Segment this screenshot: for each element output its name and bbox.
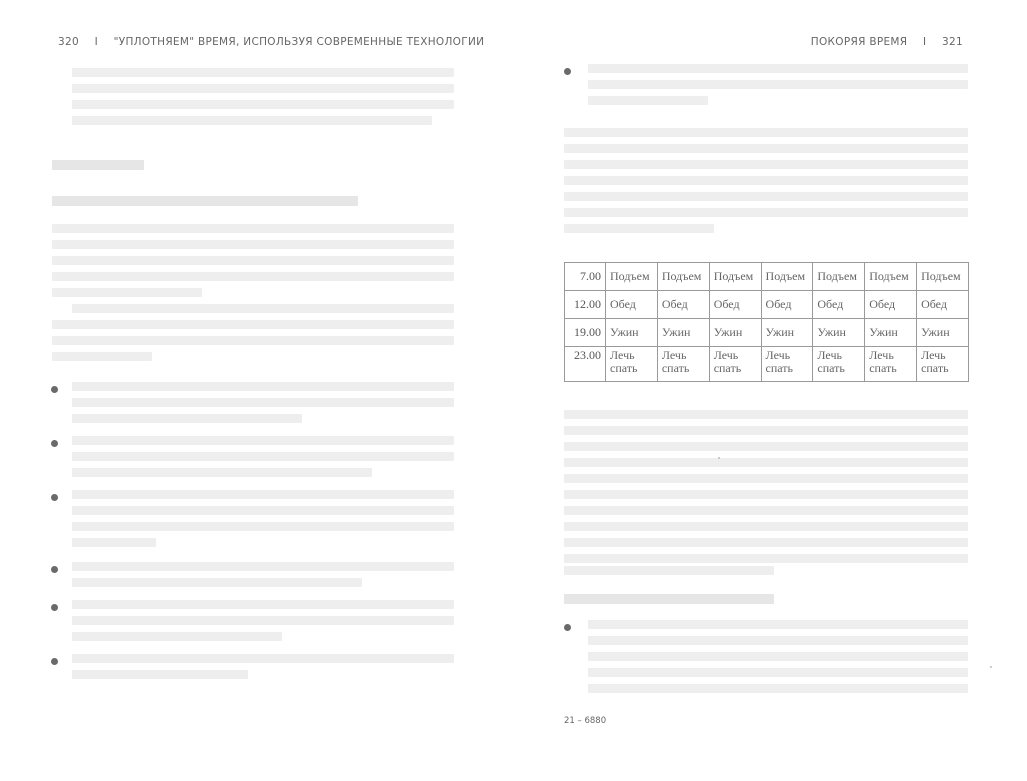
activity-cell: Ужин	[709, 319, 761, 347]
schedule-row	[565, 263, 969, 291]
time-cell: 7.00	[565, 263, 606, 291]
left-running-title: "УПЛОТНЯЕМ" ВРЕМЯ, ИСПОЛЬЗУЯ СОВРЕМЕННЫЕ ТЕХНОЛОГИИ	[113, 36, 485, 48]
right-running-head	[811, 36, 963, 48]
text-line	[52, 336, 454, 345]
text-line	[72, 522, 454, 531]
text-line	[564, 522, 968, 531]
text-line	[72, 506, 454, 515]
activity-cell: Обед	[813, 291, 865, 319]
right-head-separator: I	[923, 36, 927, 48]
activity-cell: Обед	[761, 291, 813, 319]
text-line	[72, 304, 454, 313]
activity-cell: Лечь спать	[606, 347, 658, 382]
text-line	[72, 436, 454, 445]
text-line	[588, 620, 968, 629]
time-cell: 23.00	[565, 347, 606, 382]
subheading-line	[564, 594, 774, 604]
text-line	[588, 636, 968, 645]
text-line	[588, 64, 968, 73]
schedule-row	[565, 347, 969, 382]
activity-cell: Подъем	[657, 263, 709, 291]
text-line	[564, 458, 968, 467]
text-line	[72, 670, 248, 679]
text-line	[564, 208, 968, 217]
left-running-head	[58, 36, 484, 48]
text-line	[72, 490, 454, 499]
right-running-title: ПОКОРЯЯ ВРЕМЯ	[810, 36, 908, 48]
activity-cell: Лечь спать	[709, 347, 761, 382]
schedule-table	[564, 262, 969, 382]
signature-mark: 21 – 6880	[564, 716, 607, 726]
text-line	[52, 240, 454, 249]
time-cell: 19.00	[565, 319, 606, 347]
text-line	[72, 116, 432, 125]
text-line	[564, 506, 968, 515]
text-line	[52, 224, 454, 233]
text-line	[72, 414, 302, 423]
text-line	[564, 144, 968, 153]
bullet-icon	[51, 440, 58, 447]
paper-speck	[990, 666, 992, 668]
text-line	[588, 80, 968, 89]
text-line	[72, 578, 362, 587]
text-line	[588, 652, 968, 661]
activity-cell: Обед	[606, 291, 658, 319]
left-page-number: 320	[58, 36, 79, 48]
text-line	[564, 160, 968, 169]
text-line	[564, 474, 968, 483]
text-line	[588, 668, 968, 677]
text-line	[564, 192, 968, 201]
activity-cell: Подъем	[917, 263, 969, 291]
activity-cell: Обед	[657, 291, 709, 319]
activity-cell: Подъем	[865, 263, 917, 291]
text-line	[588, 96, 708, 105]
text-line	[72, 562, 454, 571]
text-line	[72, 616, 454, 625]
activity-cell: Ужин	[761, 319, 813, 347]
text-line	[564, 490, 968, 499]
section-heading-line	[52, 160, 144, 170]
text-line	[564, 410, 968, 419]
subheading-line	[52, 196, 358, 206]
text-line	[72, 632, 282, 641]
text-line	[564, 176, 968, 185]
activity-cell: Подъем	[761, 263, 813, 291]
activity-cell: Ужин	[657, 319, 709, 347]
activity-cell: Обед	[865, 291, 917, 319]
activity-cell: Лечь спать	[917, 347, 969, 382]
paper-speck	[718, 457, 720, 459]
text-line	[588, 684, 968, 693]
text-line	[564, 566, 774, 575]
activity-cell: Лечь спать	[657, 347, 709, 382]
text-line	[72, 68, 454, 77]
text-line	[72, 100, 454, 109]
activity-cell: Лечь спать	[865, 347, 917, 382]
activity-cell: Лечь спать	[761, 347, 813, 382]
text-line	[564, 128, 968, 137]
text-line	[564, 442, 968, 451]
bullet-icon	[51, 494, 58, 501]
text-line	[564, 426, 968, 435]
activity-cell: Подъем	[709, 263, 761, 291]
activity-cell: Ужин	[813, 319, 865, 347]
text-line	[72, 382, 454, 391]
text-line	[564, 224, 714, 233]
text-line	[52, 272, 454, 281]
text-line	[52, 320, 454, 329]
activity-cell: Обед	[709, 291, 761, 319]
activity-cell: Ужин	[917, 319, 969, 347]
schedule-row	[565, 291, 969, 319]
activity-cell: Обед	[917, 291, 969, 319]
text-line	[72, 468, 372, 477]
bullet-icon	[51, 566, 58, 573]
bullet-icon	[51, 386, 58, 393]
text-line	[52, 352, 152, 361]
text-line	[72, 452, 454, 461]
text-line	[564, 538, 968, 547]
left-head-separator: I	[94, 36, 98, 48]
time-cell: 12.00	[565, 291, 606, 319]
text-line	[72, 654, 454, 663]
text-line	[52, 288, 202, 297]
text-line	[52, 256, 454, 265]
right-page-number: 321	[942, 36, 963, 48]
text-line	[72, 84, 454, 93]
activity-cell: Подъем	[606, 263, 658, 291]
activity-cell: Подъем	[813, 263, 865, 291]
bullet-icon	[564, 624, 571, 631]
schedule-row	[565, 319, 969, 347]
activity-cell: Ужин	[606, 319, 658, 347]
activity-cell: Ужин	[865, 319, 917, 347]
text-line	[72, 600, 454, 609]
bullet-icon	[51, 658, 58, 665]
activity-cell: Лечь спать	[813, 347, 865, 382]
text-line	[564, 554, 968, 563]
bullet-icon	[564, 68, 571, 75]
bullet-icon	[51, 604, 58, 611]
text-line	[72, 538, 156, 547]
text-line	[72, 398, 454, 407]
